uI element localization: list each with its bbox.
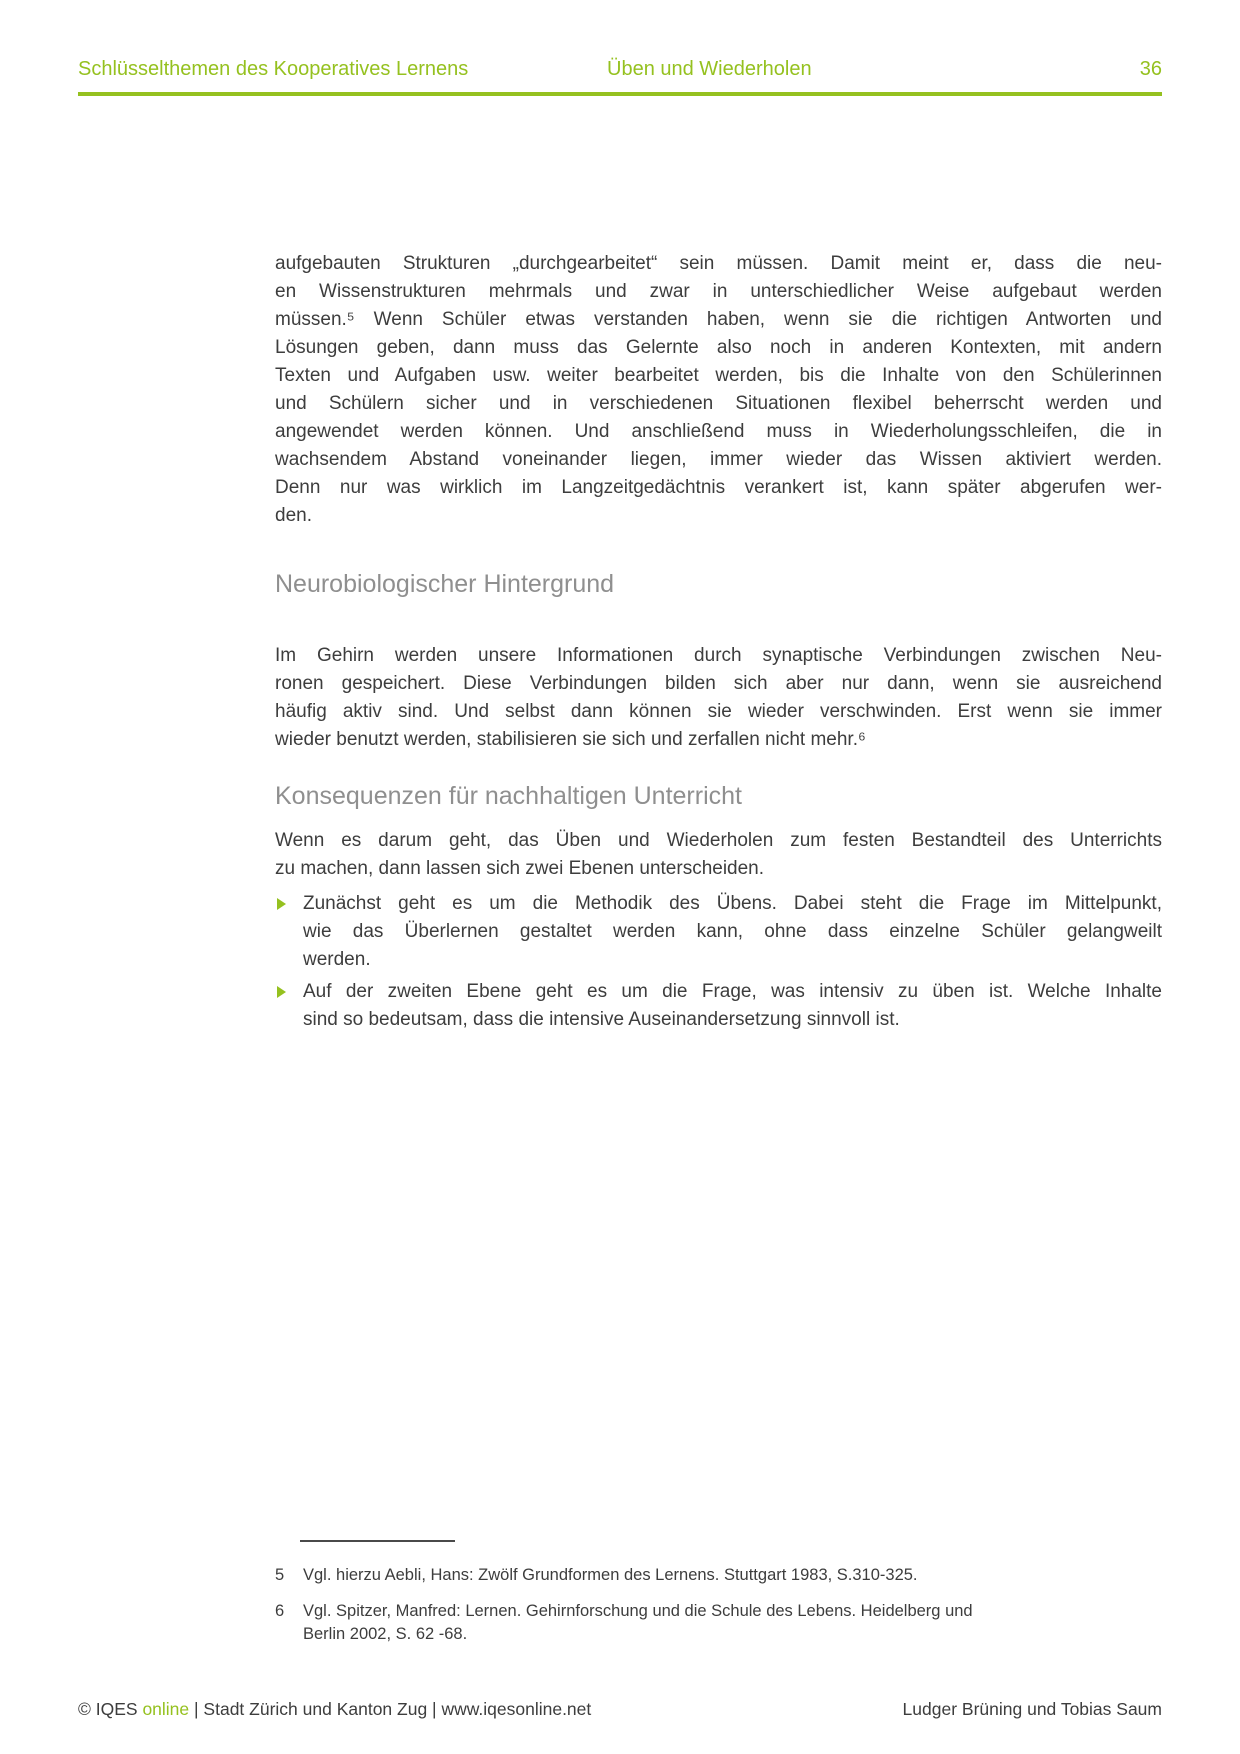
bullet-item — [275, 978, 1162, 1034]
text-line: Auf der zweiten Ebene geht es um die Frage, was intensiv zu üben ist. Welche Inhalte — [303, 981, 1162, 1002]
text-line: en Wissenstrukturen mehrmals und zwar in unterschiedlicher Weise aufgebaut werden — [275, 281, 1162, 302]
paragraph-konsequenzen — [275, 827, 1162, 883]
bullet-text — [303, 890, 1162, 974]
text-line: Wenn es darum geht, das Üben und Wiederholen zum festen Bestandteil des Unterrichts — [275, 830, 1162, 851]
text-line: und Schülern sicher und in verschiedenen Situationen flexibel beherrscht werden und — [275, 393, 1162, 414]
text-line: Denn nur was wirklich im Langzeitgedächtnis verankert ist, kann später abgerufen wer- — [275, 477, 1162, 498]
bullet-list — [275, 890, 1162, 1034]
footnotes-section — [275, 1540, 1162, 1659]
footer-copyright-prefix: © IQES — [78, 1699, 143, 1719]
text-line: wachsendem Abstand voneinander liegen, immer wieder das Wissen aktiviert werden. — [275, 449, 1162, 470]
header-rule — [78, 92, 1162, 96]
text-line: Vgl. Spitzer, Manfred: Lernen. Gehirnforschung und die Schule des Lebens. Heidelberg und — [303, 1602, 973, 1620]
footnote-separator — [300, 1540, 455, 1542]
text-line: aufgebauten Strukturen „durchgearbeitet“ sein müssen. Damit meint er, dass die neu- — [275, 253, 1162, 274]
footer-brand-highlight: online — [142, 1699, 190, 1719]
text-line: Zunächst geht es um die Methodik des Übens. Dabei steht die Frage im Mittelpunkt, — [303, 893, 1162, 914]
text-line: zu machen, dann lassen sich zwei Ebenen unterscheiden. — [275, 858, 765, 879]
bullet-arrow-icon — [277, 898, 286, 910]
text-line: angewendet werden können. Und anschließend muss in Wiederholungsschleifen, die in — [275, 421, 1162, 442]
footnote-item — [275, 1600, 1162, 1646]
text-line: werden. — [303, 949, 371, 970]
page-content — [275, 250, 1162, 1038]
text-line: wie das Überlernen gestaltet werden kann, ohne dass einzelne Schüler gelangweilt — [303, 921, 1162, 942]
text-line: Lösungen geben, dann muss das Gelernte also noch in anderen Kontexten, mit andern — [275, 337, 1162, 358]
text-line: Berlin 2002, S. 62 -68. — [303, 1625, 468, 1643]
header-center-title: Üben und Wiederholen — [607, 58, 812, 80]
bullet-item — [275, 890, 1162, 974]
footnote-number: 5 — [275, 1566, 285, 1584]
footnote-text — [303, 1564, 1162, 1587]
text-line: müssen.⁵ Wenn Schüler etwas verstanden haben, wenn sie die richtigen Antworten und — [275, 309, 1162, 330]
text-line: Im Gehirn werden unsere Informationen durch synaptische Verbindungen zwischen Neu- — [275, 645, 1162, 666]
footnote-list — [275, 1564, 1162, 1646]
footer-copyright — [78, 1698, 591, 1720]
footnote-item — [275, 1564, 1162, 1587]
bullet-arrow-icon — [277, 986, 286, 998]
page-header — [78, 58, 1162, 96]
text-line: Texten und Aufgaben usw. weiter bearbeitet werden, bis die Inhalte von den Schülerinnen — [275, 365, 1162, 386]
footer-copyright-suffix: | Stadt Zürich und Kanton Zug | www.iqesonline.net — [189, 1699, 592, 1719]
text-line: häufig aktiv sind. Und selbst dann können sie wieder verschwinden. Erst wenn sie immer — [275, 701, 1162, 722]
text-line: ronen gespeichert. Diese Verbindungen bilden sich aber nur dann, wenn sie ausreichend — [275, 673, 1162, 694]
section-heading-neurobiologischer-hintergrund: Neurobiologischer Hintergrund — [275, 570, 615, 598]
header-row — [78, 58, 1162, 88]
text-line: Vgl. hierzu Aebli, Hans: Zwölf Grundformen des Lernens. Stuttgart 1983, S.310-325. — [303, 1566, 918, 1584]
paragraph-neurobiologie — [275, 642, 1162, 754]
header-left-title: Schlüsselthemen des Kooperatives Lernens — [78, 58, 469, 80]
text-line: wieder benutzt werden, stabilisieren sie sich und zerfallen nicht mehr.⁶ — [275, 729, 866, 750]
text-line: den. — [275, 505, 312, 526]
text-line: sind so bedeutsam, dass die intensive Auseinandersetzung sinnvoll ist. — [303, 1009, 900, 1030]
page-number: 36 — [1139, 58, 1162, 80]
footnote-text — [303, 1600, 1162, 1646]
section-heading-konsequenzen: Konsequenzen für nachhaltigen Unterricht — [275, 782, 742, 810]
footnote-number: 6 — [275, 1602, 285, 1620]
bullet-text — [303, 978, 1162, 1034]
paragraph-intro — [275, 250, 1162, 530]
page-footer — [78, 1698, 1162, 1720]
footer-authors: Ludger Brüning und Tobias Saum — [902, 1699, 1162, 1719]
